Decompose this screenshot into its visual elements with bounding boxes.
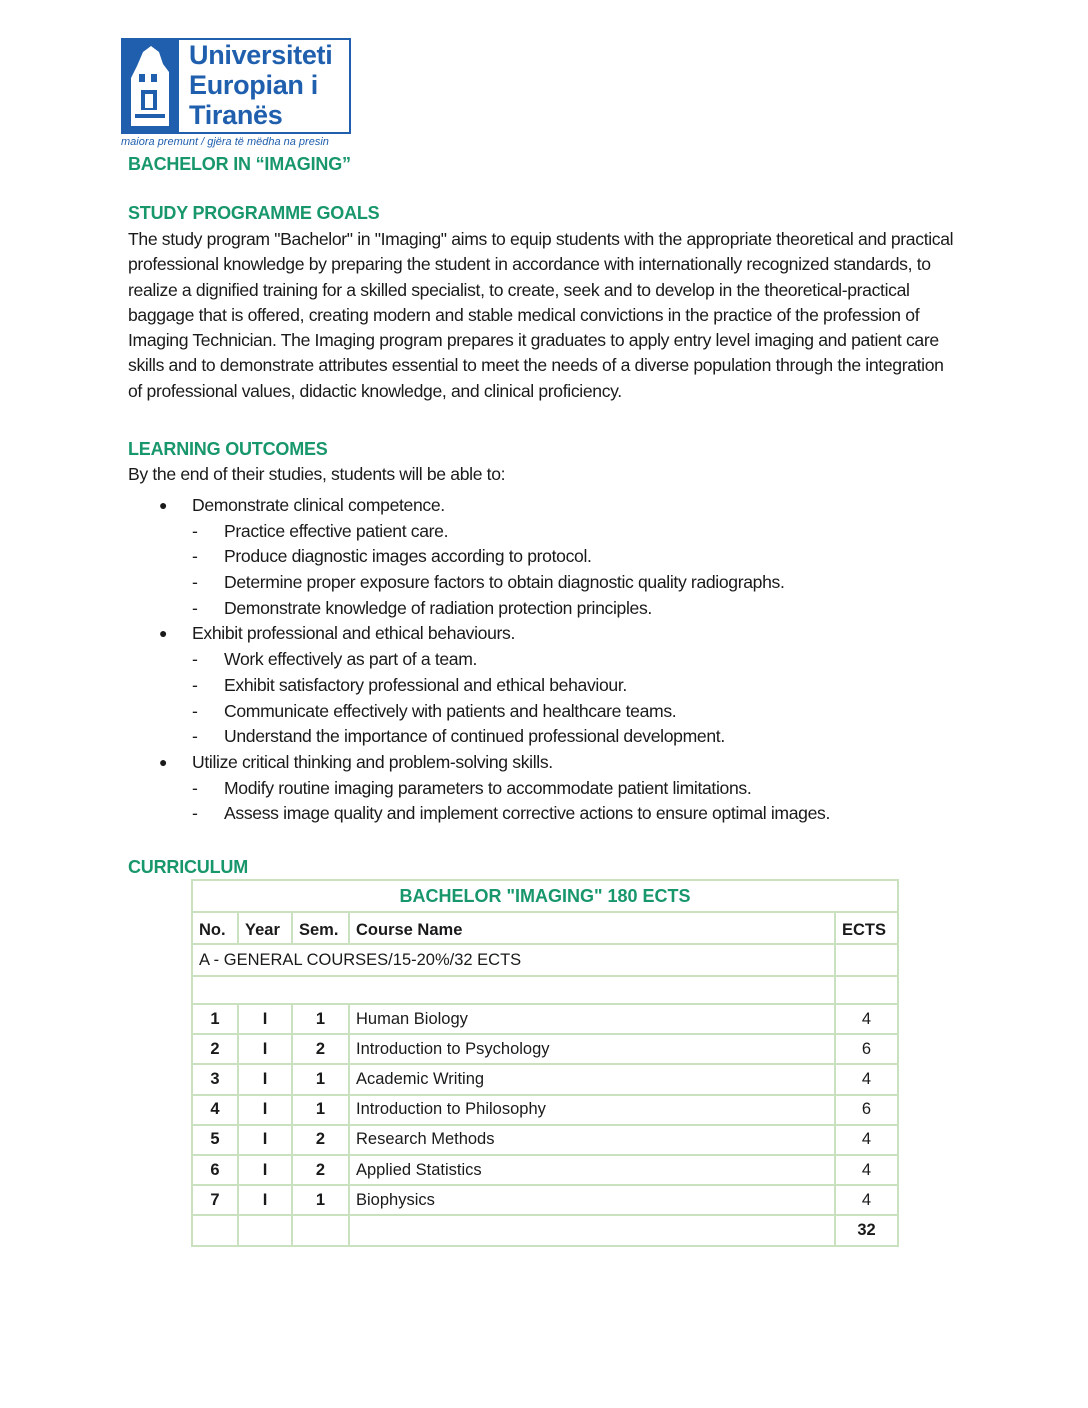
- table-header-row: [192, 912, 898, 944]
- bullet-dot-icon: ●: [159, 753, 168, 770]
- cell-year: I: [238, 1185, 292, 1215]
- cell-year: I: [238, 1034, 292, 1064]
- section-ects-cell: [835, 944, 898, 976]
- outcome-item-text: Produce diagnostic images according to protocol.: [224, 546, 592, 567]
- total-ects: 32: [835, 1215, 898, 1245]
- university-logo: [121, 38, 361, 150]
- cell-sem: 2: [292, 1034, 349, 1064]
- cell-no: 4: [192, 1095, 238, 1125]
- outcome-item-text: Exhibit satisfactory professional and ethical behaviour.: [224, 674, 627, 695]
- cell-course: Biophysics: [349, 1185, 835, 1215]
- outcome-item: [128, 647, 830, 673]
- outcome-item: [128, 519, 830, 545]
- outcome-item-text: Determine proper exposure factors to obtain diagnostic quality radiographs.: [224, 572, 785, 593]
- outcomes-list: [128, 493, 830, 827]
- dash-icon: -: [192, 777, 198, 798]
- dash-icon: -: [192, 649, 198, 670]
- logo-tagline: maiora premunt / gjëra të mëdha na presin: [121, 136, 329, 148]
- outcome-item-text: Assess image quality and implement corrective actions to ensure optimal images.: [224, 803, 831, 824]
- dash-icon: -: [192, 520, 198, 541]
- goals-heading: STUDY PROGRAMME GOALS: [128, 203, 380, 223]
- logo-line-1: Universiteti: [189, 40, 333, 70]
- spacer-cell: [835, 976, 898, 1004]
- cell-year: I: [238, 1095, 292, 1125]
- outcome-item-text: Understand the importance of continued professional development.: [224, 726, 725, 747]
- cell-no: 3: [192, 1064, 238, 1094]
- cell-course: Human Biology: [349, 1004, 835, 1034]
- outcome-item-text: Practice effective patient care.: [224, 520, 449, 541]
- outcome-group: [128, 493, 830, 519]
- outcome-group-label: Utilize critical thinking and problem-solving skills.: [192, 751, 553, 772]
- outcome-item-text: Communicate effectively with patients and healthcare teams.: [224, 700, 677, 721]
- outcome-item: [128, 724, 830, 750]
- outcome-group: [128, 621, 830, 647]
- cell-ects: 6: [835, 1095, 898, 1125]
- cell-no: 1: [192, 1004, 238, 1034]
- cell-course: Introduction to Psychology: [349, 1034, 835, 1064]
- section-label: A - GENERAL COURSES/15-20%/32 ECTS: [192, 944, 835, 976]
- col-header-ects: ECTS: [835, 912, 898, 944]
- cell-no: 6: [192, 1155, 238, 1185]
- cell-no: 2: [192, 1034, 238, 1064]
- bullet-dot-icon: ●: [159, 625, 168, 642]
- cell-sem: 1: [292, 1064, 349, 1094]
- curriculum-heading: CURRICULUM: [128, 857, 248, 877]
- outcome-item-text: Modify routine imaging parameters to accommodate patient limitations.: [224, 777, 752, 798]
- dash-icon: -: [192, 546, 198, 567]
- outcome-group-label: Demonstrate clinical competence.: [192, 495, 445, 515]
- outcome-item: [128, 570, 830, 596]
- cell-ects: 4: [835, 1064, 898, 1094]
- table-row: [192, 1004, 898, 1034]
- logo-wordmark: [189, 40, 332, 130]
- curriculum-table: [191, 879, 899, 1247]
- outcome-group: [128, 750, 830, 776]
- outcome-item: [128, 596, 830, 622]
- document-title: BACHELOR IN “IMAGING”: [128, 154, 351, 174]
- spacer-row: [192, 976, 898, 1004]
- col-header-year: Year: [238, 912, 292, 944]
- empty-cell: [192, 1215, 238, 1245]
- outcome-item-text: Work effectively as part of a team.: [224, 649, 478, 670]
- outcome-item: [128, 801, 830, 827]
- col-header-sem: Sem.: [292, 912, 349, 944]
- dash-icon: -: [192, 803, 198, 824]
- table-row: [192, 1095, 898, 1125]
- cell-sem: 2: [292, 1155, 349, 1185]
- cell-course: Research Methods: [349, 1125, 835, 1155]
- total-row: [192, 1215, 898, 1245]
- outcomes-heading: LEARNING OUTCOMES: [128, 439, 328, 459]
- empty-cell: [349, 1215, 835, 1245]
- cell-ects: 6: [835, 1034, 898, 1064]
- section-row: [192, 944, 898, 976]
- outcomes-intro: By the end of their studies, students will be able to:: [128, 464, 506, 484]
- goals-paragraph: The study program "Bachelor" in "Imaging" aims to equip students with the appropriate theoretical and practical professional knowledge by preparing the student in accordance with internationally recognized standards, to realize a dignified training for a skilled specialist, to create, seek and to develop in the theoretical-practical baggage that is offered, creating modern and stable medical convictions in the practice of the profession of Imaging Technician. The Imaging program prepares it graduates to apply entry level imaging and patient care skills and to demonstrate attributes essential to meet the needs of a diverse population through the integration of professional values, didactic knowledge, and clinical proficiency.: [128, 229, 954, 401]
- cell-no: 7: [192, 1185, 238, 1215]
- dash-icon: -: [192, 700, 198, 721]
- table-row: [192, 1185, 898, 1215]
- table-row: [192, 1125, 898, 1155]
- outcome-item: [128, 544, 830, 570]
- outcome-item: [128, 673, 830, 699]
- cell-year: I: [238, 1155, 292, 1185]
- empty-cell: [292, 1215, 349, 1245]
- col-header-course: Course Name: [349, 912, 835, 944]
- cell-course: Introduction to Philosophy: [349, 1095, 835, 1125]
- cell-year: I: [238, 1004, 292, 1034]
- table-title: BACHELOR "IMAGING" 180 ECTS: [192, 880, 898, 912]
- cell-no: 5: [192, 1125, 238, 1155]
- table-row: [192, 1034, 898, 1064]
- logo-emblem: [121, 38, 179, 134]
- cell-sem: 1: [292, 1095, 349, 1125]
- dash-icon: -: [192, 597, 198, 618]
- dash-icon: -: [192, 674, 198, 695]
- col-header-no: No.: [192, 912, 238, 944]
- empty-cell: [238, 1215, 292, 1245]
- dash-icon: -: [192, 726, 198, 747]
- cell-ects: 4: [835, 1004, 898, 1034]
- logo-line-3: Tiranës: [189, 100, 283, 130]
- table-row: [192, 1064, 898, 1094]
- outcome-item: [128, 699, 830, 725]
- bullet-dot-icon: ●: [159, 497, 168, 513]
- outcome-group-label: Exhibit professional and ethical behaviours.: [192, 623, 515, 644]
- table-row: [192, 1155, 898, 1185]
- cell-year: I: [238, 1125, 292, 1155]
- outcome-item-text: Demonstrate knowledge of radiation protection principles.: [224, 597, 652, 618]
- cell-year: I: [238, 1064, 292, 1094]
- table-title-row: [192, 880, 898, 912]
- tower-emblem-icon: [121, 38, 179, 134]
- cell-ects: 4: [835, 1125, 898, 1155]
- outcome-item: [128, 776, 830, 802]
- cell-course: Academic Writing: [349, 1064, 835, 1094]
- cell-sem: 2: [292, 1125, 349, 1155]
- cell-sem: 1: [292, 1004, 349, 1034]
- cell-course: Applied Statistics: [349, 1155, 835, 1185]
- cell-sem: 1: [292, 1185, 349, 1215]
- spacer-cell: [192, 976, 835, 1004]
- cell-ects: 4: [835, 1185, 898, 1215]
- logo-line-2: Europian i: [189, 70, 319, 100]
- cell-ects: 4: [835, 1155, 898, 1185]
- dash-icon: -: [192, 572, 198, 593]
